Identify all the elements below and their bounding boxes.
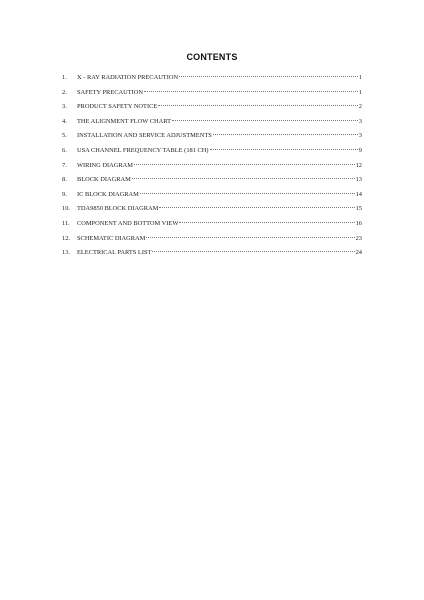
dot-leader — [210, 141, 358, 150]
entry-number: 11. — [62, 219, 70, 227]
toc-entry — [62, 245, 362, 260]
dot-leader — [140, 185, 355, 194]
dot-leader — [213, 126, 358, 135]
entry-page-number: 1 — [358, 74, 362, 81]
dot-leader — [179, 214, 354, 223]
page-title: CONTENTS — [186, 52, 238, 62]
dot-leader — [179, 68, 358, 77]
entry-title: ELECTRICAL PARTS LIST — [77, 249, 152, 257]
dot-leader — [146, 229, 354, 238]
entry-page-number: 14 — [355, 190, 362, 198]
entry-title: INSTALLATION AND SERVICE ADJUSTMENTS — [77, 132, 212, 140]
entry-page-number: 12 — [355, 161, 362, 169]
entry-number: 4. — [62, 117, 67, 125]
entry-number: 7. — [62, 161, 67, 169]
entry-number: 9. — [62, 190, 67, 198]
entry-page-number: 1 — [358, 88, 362, 96]
table-of-contents — [62, 70, 362, 260]
entry-number: 2. — [62, 88, 67, 96]
entry-number: 12. — [62, 234, 70, 242]
entry-page-number: 24 — [355, 249, 362, 257]
entry-title: USA CHANNEL FREQUENCY TABLE (181 CH) — [77, 146, 209, 154]
entry-page-number: 9 — [358, 146, 362, 154]
entry-number: 8. — [62, 176, 67, 184]
dot-leader — [159, 199, 354, 208]
entry-title: IC BLOCK DIAGRAM — [77, 190, 139, 198]
entry-title: WIRING DIAGRAM — [77, 161, 133, 169]
entry-page-number: 2 — [358, 103, 362, 111]
entry-title: BLOCK DIAGRAM — [77, 176, 131, 184]
entry-number: 13. — [62, 249, 70, 257]
dot-leader — [172, 112, 358, 121]
entry-page-number: 13 — [355, 176, 362, 184]
entry-number: 1. — [62, 74, 67, 81]
entry-number: 6. — [62, 146, 67, 154]
entry-page-number: 3 — [358, 117, 362, 125]
entry-page-number: 15 — [355, 205, 362, 213]
entry-page-number: 23 — [355, 234, 362, 242]
entry-number: 5. — [62, 132, 67, 140]
entry-page-number: 16 — [355, 219, 362, 227]
dot-leader — [144, 83, 358, 92]
entry-title: THE ALIGNMENT FLOW CHART — [77, 117, 171, 125]
entry-title: COMPONENT AND BOTTOM VIEW — [77, 219, 179, 227]
dot-leader — [132, 170, 355, 179]
entry-title: SCHEMATIC DIAGRAM — [77, 234, 146, 242]
dot-leader — [152, 243, 354, 252]
entry-title: TDA9850 BLOCK DIAGRAM — [77, 205, 159, 213]
entry-title: PRODUCT SAFETY NOTICE — [77, 103, 158, 111]
dot-leader — [158, 97, 358, 106]
entry-title: SAFETY PRECAUTION — [77, 88, 143, 96]
entry-number: 10. — [62, 205, 70, 213]
entry-number: 3. — [62, 103, 67, 111]
entry-title: X - RAY RADIATION PRECAUTION — [77, 74, 179, 81]
entry-page-number: 3 — [358, 132, 362, 140]
dot-leader — [134, 156, 355, 165]
